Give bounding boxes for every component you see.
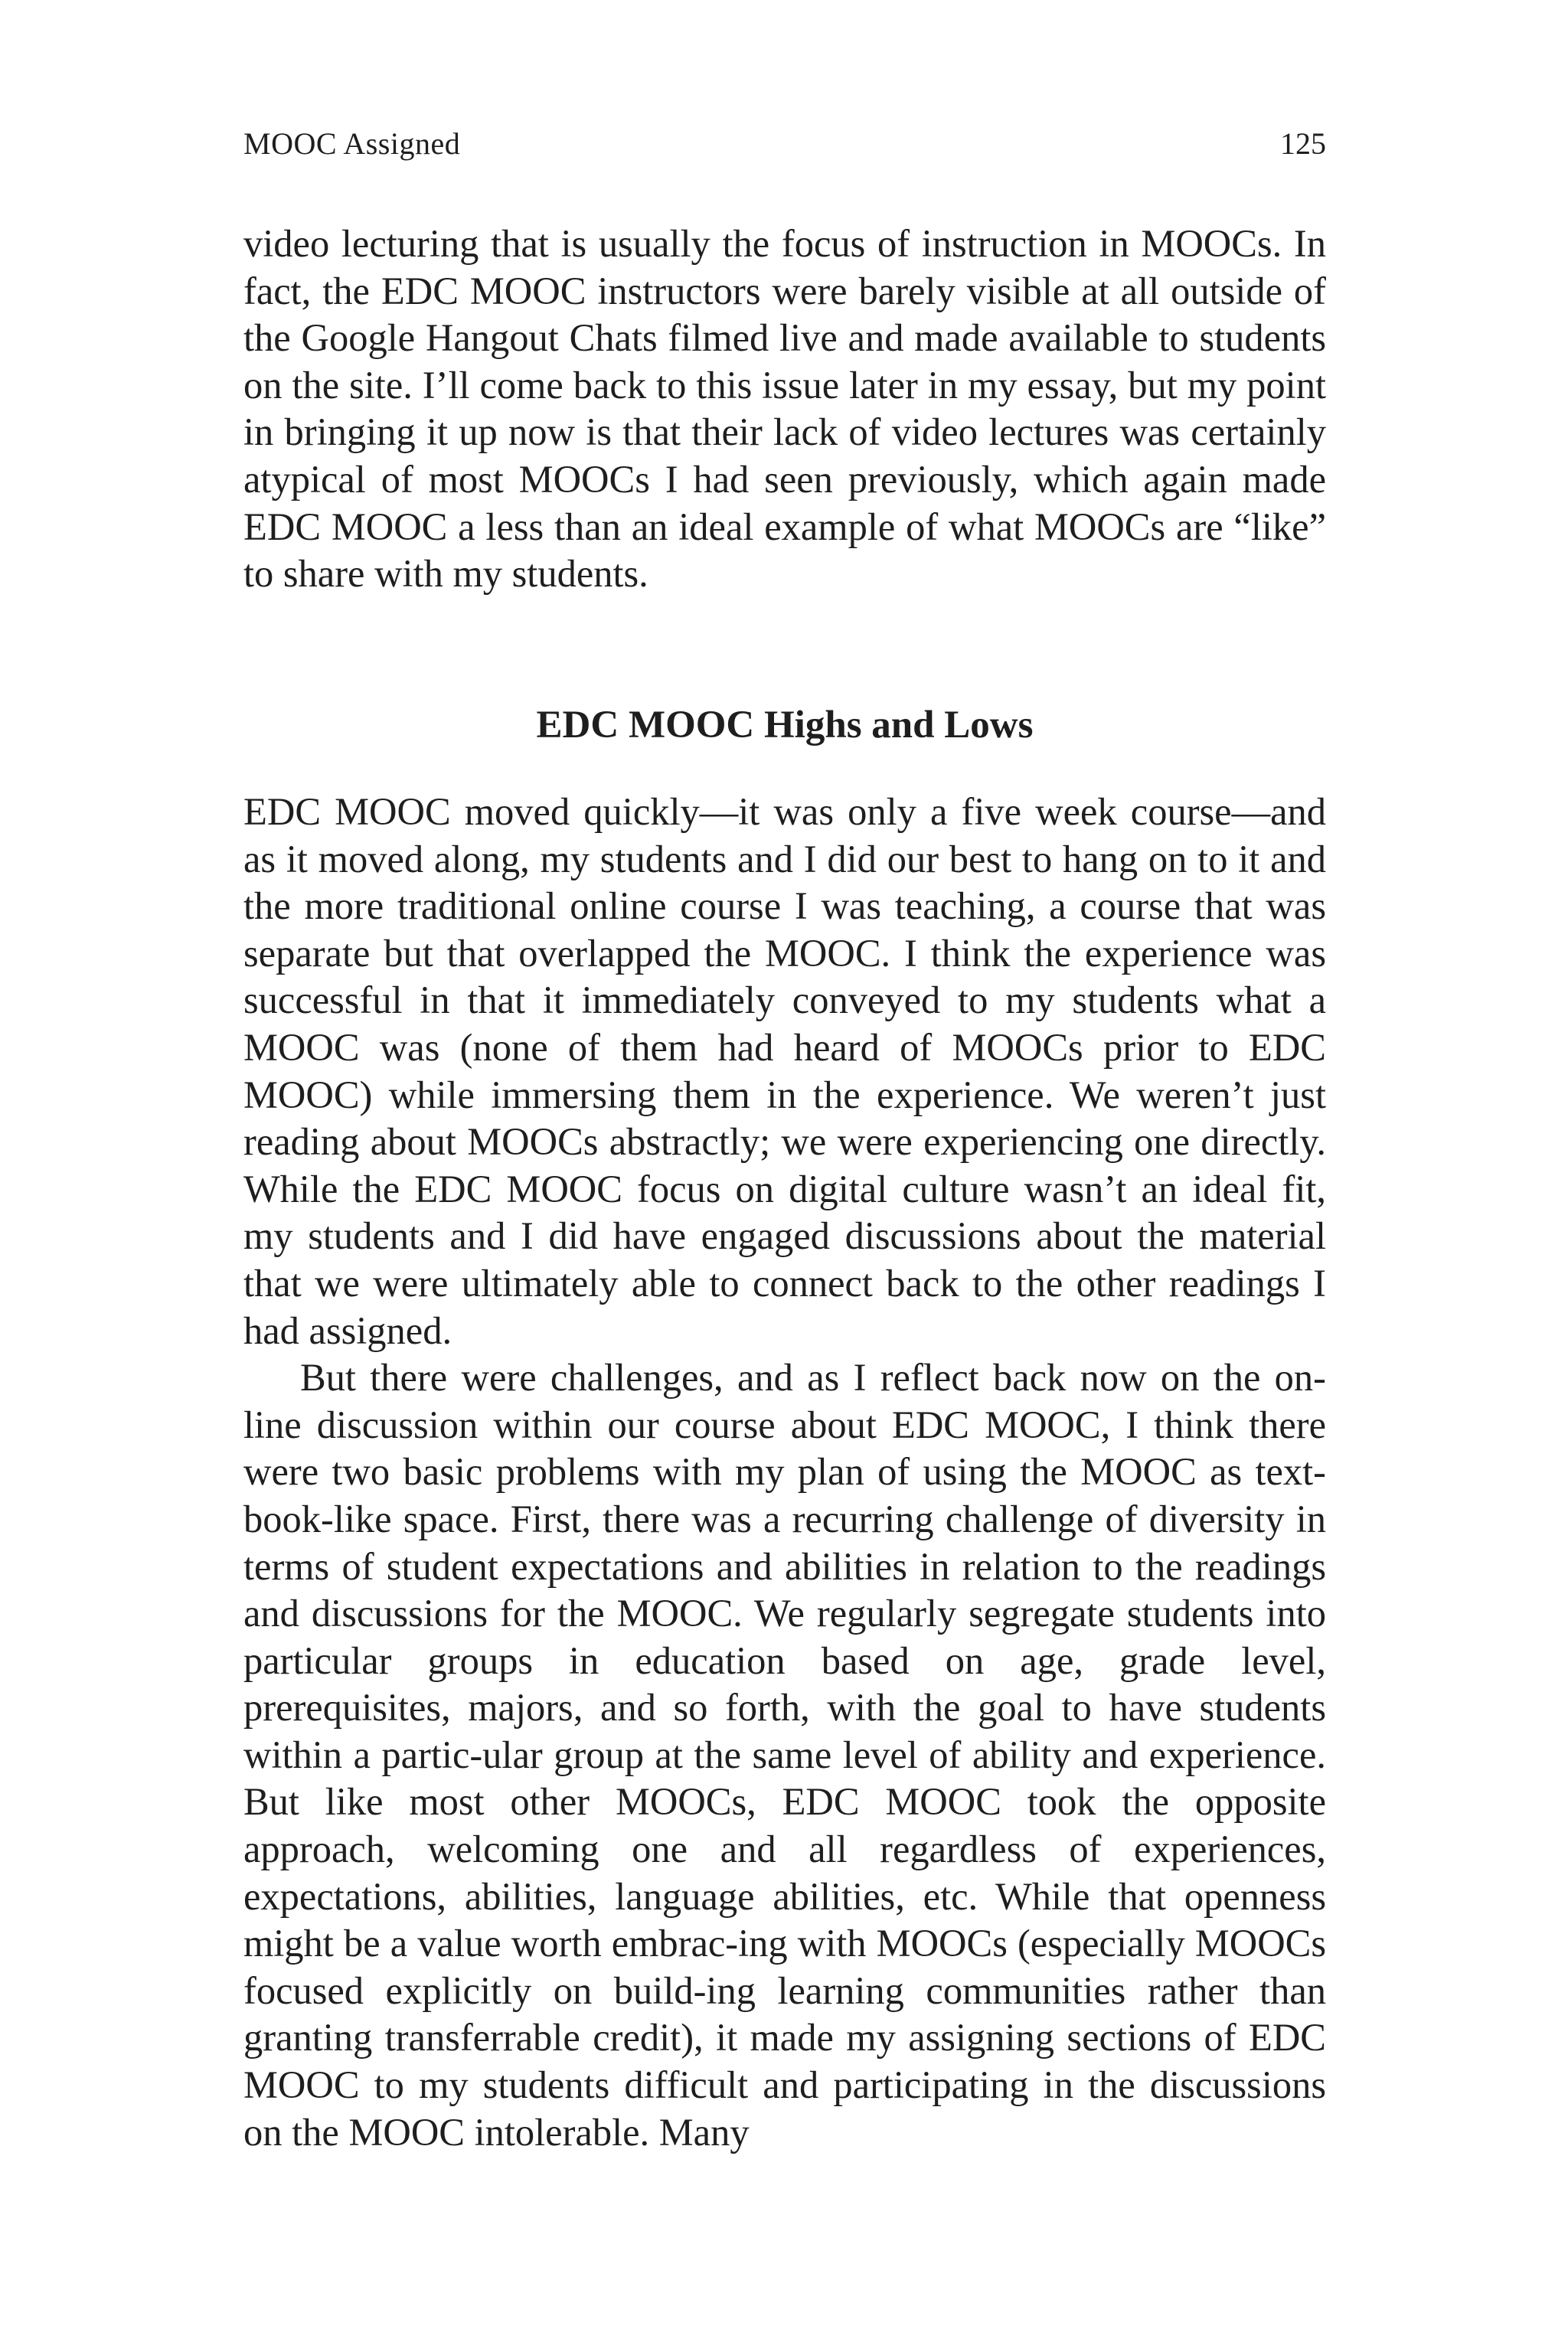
- section-heading: EDC MOOC Highs and Lows: [536, 704, 1034, 746]
- body-text-section: [243, 789, 1326, 2156]
- page-number: 125: [1280, 126, 1326, 161]
- paragraph: But there were challenges, and as I reflect back now on the on-line discussion within our course about EDC MOOC, I think there were two basic problems with my plan of using the MOOC as text-book-like space. First, there was a recurring challenge of diversity in terms of student expectations and abilities in relation to the readings and discussions for the MOOC. We regularly segregate students into particular groups in education based on age, grade level, prerequisites, majors, and so forth, with the goal to have students within a partic-ular group at the same level of ability and experience. But like most other MOOCs, EDC MOOC took the opposite approach, welcoming one and all regardless of experiences, expectations, abilities, language abilities, etc. While that openness might be a value worth embrac-ing with MOOCs (especially MOOCs focused explicitly on build-ing learning communities rather than granting transferrable credit), it made my assigning sections of EDC MOOC to my students difficult and participating in the discussions on the MOOC intolerable. Many: [243, 1356, 1326, 2154]
- body-text-top: [243, 220, 1326, 598]
- running-head-title: MOOC Assigned: [243, 126, 461, 161]
- paragraph: EDC MOOC moved quickly—it was only a five week course—and as it moved along, my students and I did our best to hang on to it and the more traditional online course I was teaching, a course that was separate but that overlapped the MOOC. I think the experience was successful in that it immediately conveyed to my students what a MOOC was (none of them had heard of MOOCs prior to EDC MOOC) while immersing them in the experience. We weren’t just reading about MOOCs abstractly; we were experiencing one directly. While the EDC MOOC focus on digital culture wasn’t an ideal fit, my students and I did have engaged discussions about the material that we were ultimately able to connect back to the other readings I had assigned.: [243, 790, 1326, 1352]
- continued-paragraph: video lecturing that is usually the focus of instruction in MOOCs. In fact, the EDC MOOC instructors were barely visible at all outside of the Google Hangout Chats filmed live and made available to students on the site. I’ll come back to this issue later in my essay, but my point in bringing it up now is that their lack of video lectures was certainly atypical of most MOOCs I had seen previously, which again made EDC MOOC a less than an ideal example of what MOOCs are “like” to share with my students.: [243, 222, 1326, 596]
- running-head: [243, 122, 1326, 165]
